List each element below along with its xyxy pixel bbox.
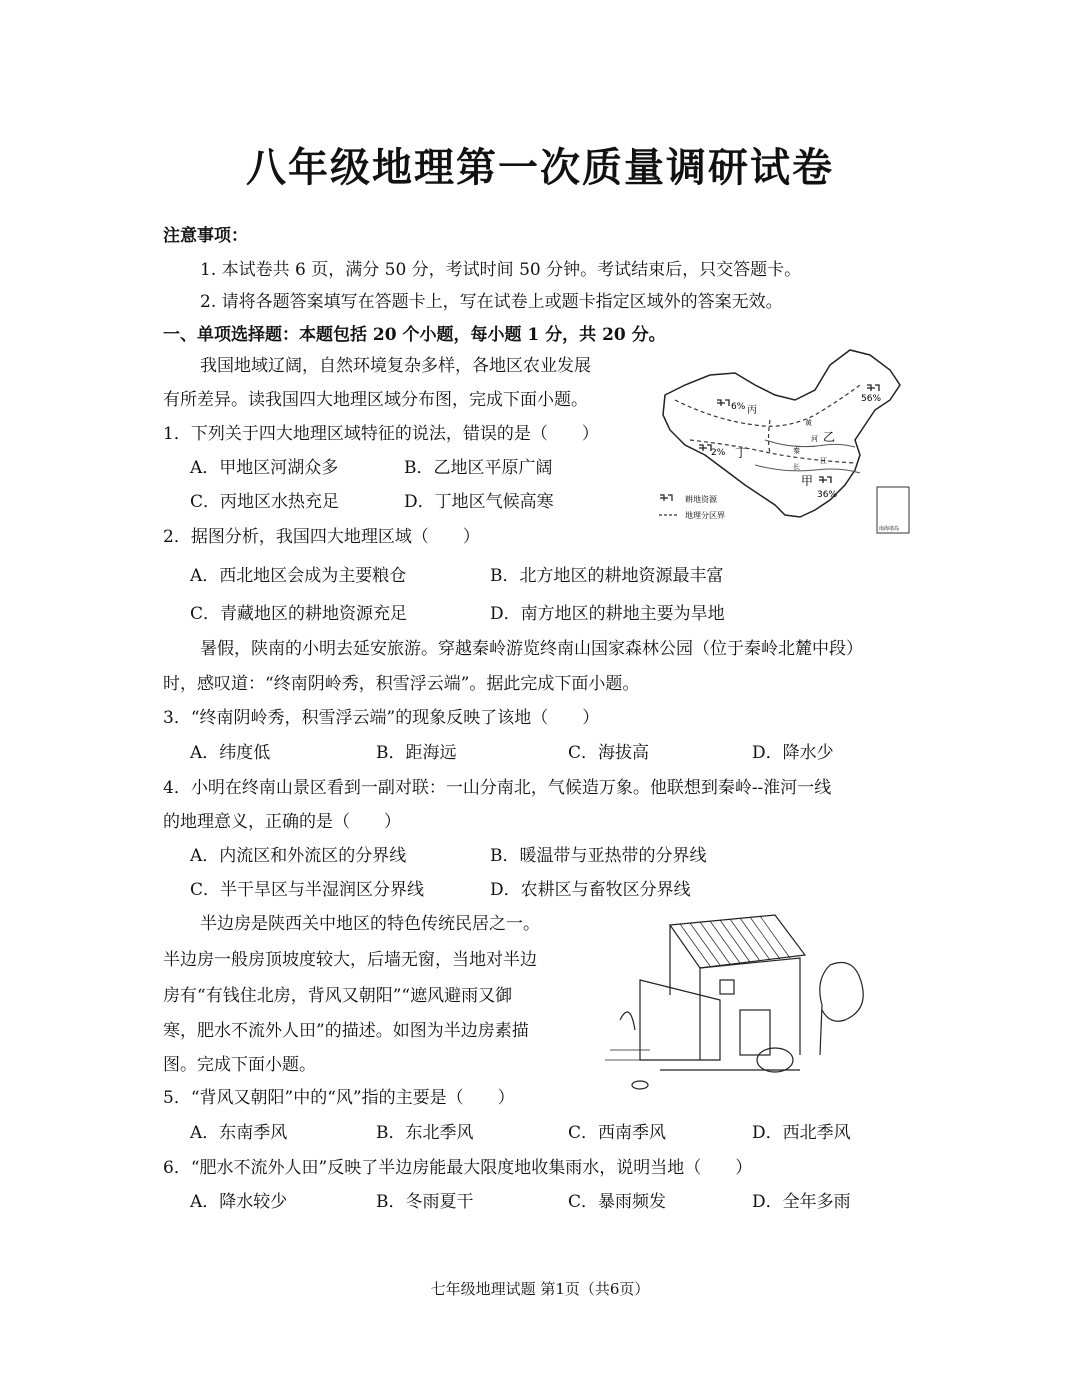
q5-option-d: D．西北季风 (752, 1123, 851, 1143)
q5-option-b: B．东北季风 (376, 1123, 474, 1143)
q4-option-a: A．内流区和外流区的分界线 (190, 846, 407, 866)
farmland-icon (819, 477, 831, 483)
yangtze-river-line (755, 465, 860, 473)
q5-stem: 5．“背风又朝阳”中的“风”指的主要是（ ） (163, 1088, 515, 1108)
label-yi: 乙 (823, 430, 836, 444)
page-title: 八年级地理第一次质量调研试卷 (246, 144, 834, 191)
q5-option-c: C．西南季风 (568, 1123, 667, 1143)
farmland-icon (867, 385, 879, 391)
legend-farmland-icon (660, 495, 672, 501)
q1-option-c: C．丙地区水热充足 (190, 492, 340, 512)
q3-option-c: C．海拔高 (568, 743, 650, 763)
q3-option-b: B．距海远 (376, 743, 457, 763)
q4-option-d: D．农耕区与畜牧区分界线 (490, 880, 691, 900)
q6-option-a: A．降水较少 (190, 1192, 288, 1212)
label-chang: 长 (793, 463, 800, 471)
plant (620, 1012, 635, 1030)
intro3-line1: 半边房是陕西关中地区的特色传统民居之一。 (200, 914, 540, 934)
inset-label: 南海诸岛 (879, 526, 900, 532)
intro3-line3: 房有“有钱住北房，背风又朝阳”“遮风避雨又御 (163, 986, 513, 1006)
q6-option-b: B．冬雨夏干 (376, 1192, 474, 1212)
notes-heading: 注意事项： (163, 226, 248, 246)
label-jiang: 江 (820, 457, 827, 465)
intro3-line2: 半边房一般房顶坡度较大，后墙无窗，当地对半边 (163, 950, 537, 970)
legend-farmland-label: 耕地资源 (685, 495, 717, 504)
china-regions-map (655, 345, 920, 540)
q2-stem: 2．据图分析，我国四大地理区域（ ） (163, 527, 480, 547)
q1-option-b: B．乙地区平原广阔 (404, 458, 553, 478)
front-wall (700, 958, 800, 1055)
half-house-sketch (600, 910, 870, 1095)
grass-lines (605, 1050, 660, 1060)
q6-option-d: D．全年多雨 (752, 1192, 851, 1212)
tree (820, 963, 863, 1056)
q2-option-c: C．青藏地区的耕地资源充足 (190, 604, 408, 624)
intro1-line1: 我国地域辽阔，自然环境复杂多样，各地区农业发展 (200, 356, 591, 376)
farmland-icon (699, 445, 711, 451)
intro2-line2: 时，感叹道：“终南阴岭秀，积雪浮云端”。据此完成下面小题。 (163, 674, 640, 694)
window (720, 980, 734, 994)
q3-option-a: A．纬度低 (190, 743, 271, 763)
pct-tibet: 2% (711, 448, 726, 458)
courtyard-wall (640, 980, 720, 1060)
stone (632, 1081, 648, 1089)
intro3-line4: 寒，肥水不流外人田”的描述。如图为半边房素描 (163, 1021, 529, 1041)
label-jia: 甲 (801, 474, 814, 488)
q1-option-a: A．甲地区河湖众多 (190, 458, 339, 478)
yellow-river-line (765, 440, 855, 447)
label-huang: 黄 (805, 419, 812, 427)
q4-stem-1: 4．小明在终南山景区看到一副对联：一山分南北，气候造万象。他联想到秦岭--淮河一线 (163, 778, 832, 798)
q3-stem: 3．“终南阴岭秀，积雪浮云端”的现象反映了该地（ ） (163, 708, 600, 728)
q2-option-a: A．西北地区会成为主要粮仓 (190, 566, 407, 586)
q1-stem: 1．下列关于四大地理区域特征的说法，错误的是（ ） (163, 424, 599, 444)
q6-option-c: C．暴雨频发 (568, 1192, 667, 1212)
q3-option-d: D．降水少 (752, 743, 834, 763)
q2-option-d: D．南方地区的耕地主要为旱地 (490, 604, 725, 624)
q4-option-b: B．暖温带与亚热带的分界线 (490, 846, 707, 866)
pct-south: 36% (817, 490, 838, 500)
q4-option-c: C．半干旱区与半湿润区分界线 (190, 880, 425, 900)
intro3-line5: 图。完成下面小题。 (163, 1055, 316, 1075)
label-bing: 丙 (747, 405, 757, 416)
china-outline (663, 350, 900, 517)
boundary-tibet (769, 420, 771, 453)
section-heading: 一、单项选择题：本题包括 20 个小题，每小题 1 分，共 20 分。 (163, 325, 666, 345)
farmland-icon (717, 400, 729, 406)
pct-west: 6% (731, 402, 746, 412)
q2-option-b: B．北方地区的耕地资源最丰富 (490, 566, 724, 586)
doorway (740, 1010, 770, 1055)
legend-boundary-label: 地理分区界 (685, 511, 725, 520)
note-item-1: 1. 本试卷共 6 页，满分 50 分，考试时间 50 分钟。考试结束后，只交答题卡。 (200, 260, 802, 280)
label-qin: 秦 (793, 447, 800, 455)
q1-option-d: D．丁地区气候高寒 (404, 492, 554, 512)
note-item-2: 2. 请将各题答案填写在答题卡上，写在试卷上或题卡指定区域外的答案无效。 (200, 292, 783, 312)
intro2-line1: 暑假，陕南的小明去延安旅游。穿越秦岭游览终南山国家森林公园（位于秦岭北麓中段） (200, 639, 863, 659)
q4-stem-2: 的地理意义，正确的是（ ） (163, 812, 401, 832)
label-ding: 丁 (735, 446, 748, 460)
q5-option-a: A．东南季风 (190, 1123, 288, 1143)
intro1-line2: 有所差异。读我国四大地理区域分布图，完成下面小题。 (163, 390, 588, 410)
label-he: 河 (811, 435, 818, 443)
pct-ne: 56% (861, 394, 882, 404)
q6-stem: 6．“肥水不流外人田”反映了半边房能最大限度地收集雨水，说明当地（ ） (163, 1158, 753, 1178)
page-footer: 七年级地理试题 第1页（共6页） (430, 1280, 650, 1298)
millstone (757, 1048, 793, 1072)
